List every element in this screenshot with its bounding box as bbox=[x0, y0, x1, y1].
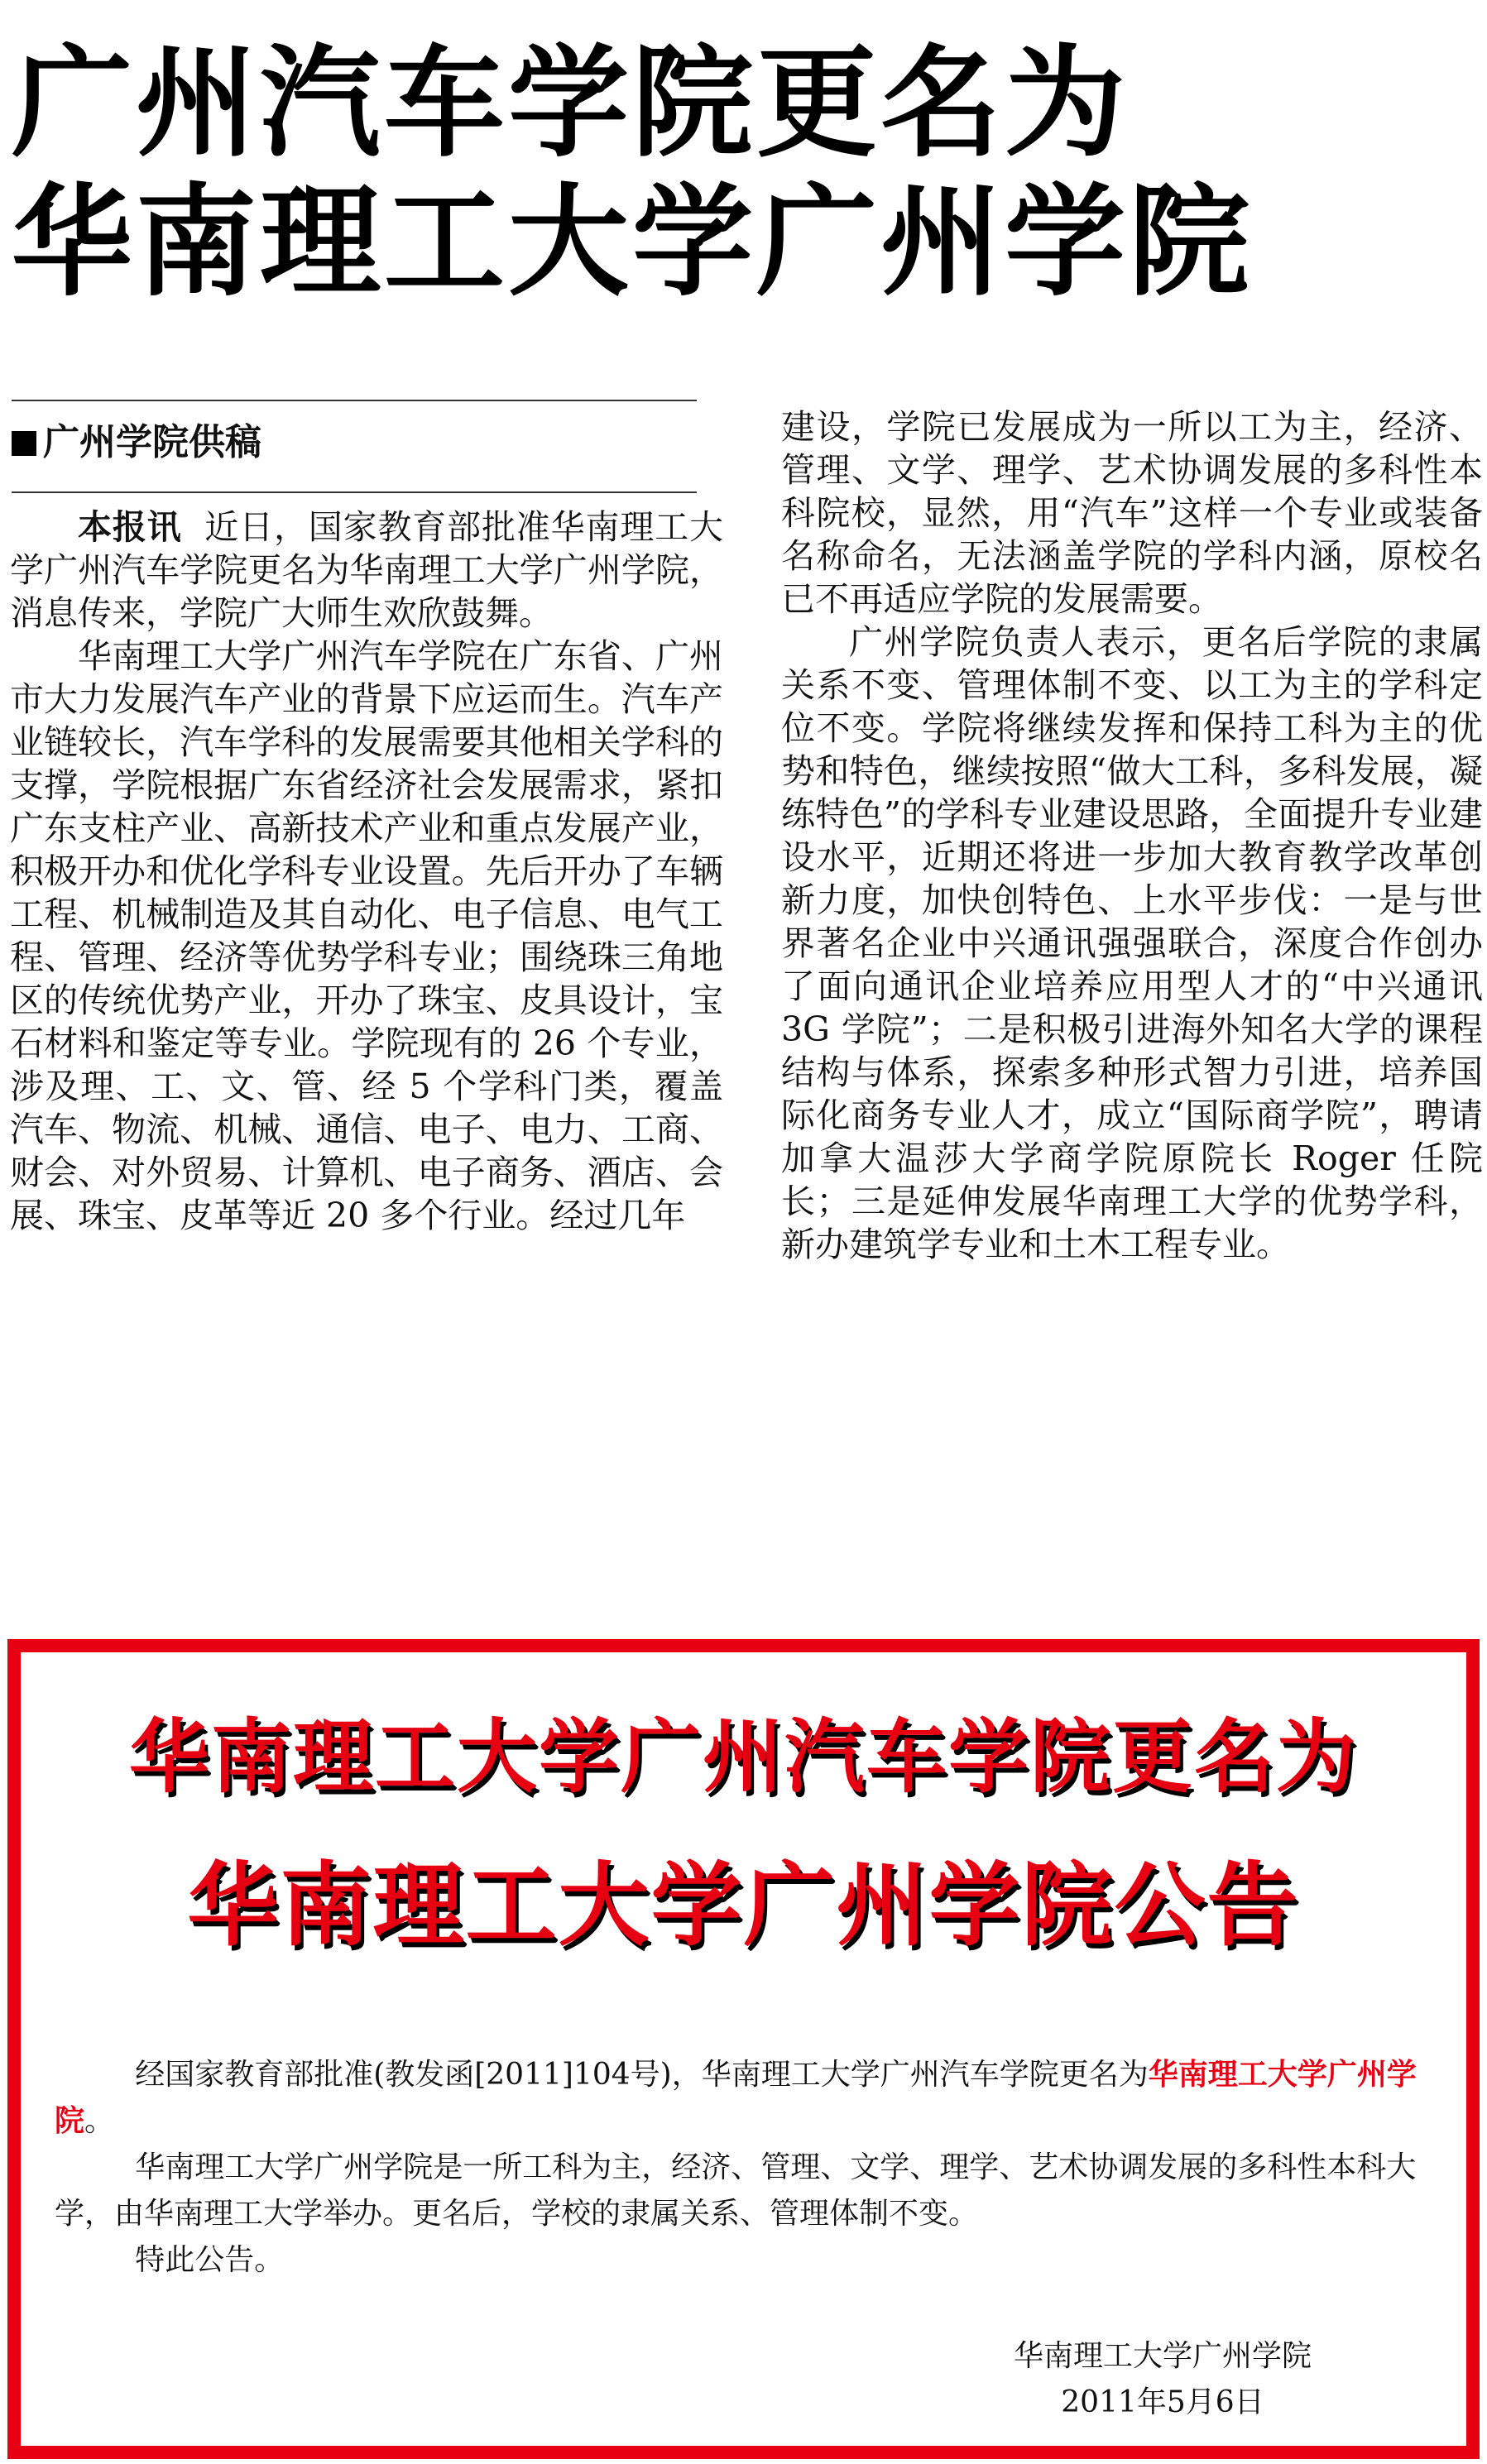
headline-line-2: 华南理工大学广州学院 bbox=[12, 172, 1253, 313]
article-column-right bbox=[781, 405, 1483, 1266]
byline bbox=[12, 418, 697, 467]
announcement-paragraph-3: 特此公告。 bbox=[135, 2243, 285, 2277]
announcement-paragraph-1 bbox=[55, 2052, 1461, 2145]
announcement-title-line-1: 华南理工大学广州汽车学院更名为 bbox=[129, 1710, 1358, 1804]
announcement-box bbox=[7, 1639, 1480, 2459]
new-name-highlight: 华南理工大学广州学院 bbox=[55, 2058, 1417, 2138]
signature-organization: 华南理工大学广州学院 bbox=[1013, 2339, 1312, 2373]
article-paragraph-2: 华南理工大学广州汽车学院在广东省、广州市大力发展汽车产业的背景下应运而生。汽车产业链较长，汽车学科的发展需要其他相关学科的支撑，学院根据广东省经济社会发展需求，紧扣广东支柱产业、高新技术产业和重点发展产业，积极开办和优化学科专业设置。先后开办了车辆工程、机械制造及其自动化、电子信息、电气工程、管理、经济等优势学科专业；围绕珠三角地区的传统优势产业，开办了珠宝、皮具设计，宝石材料和鉴定等专业。学院现有的 26 个专业，涉及理、工、文、管、经 5 个学科门类，覆盖汽车、物流、机械、通信、电子、电力、工商、财会、对外贸易、计算机、电子商务、酒店、会展、珠宝、皮革等近 20 多个行业。经过几年 bbox=[10, 636, 723, 1235]
announcement-paragraph-1-end: 。 bbox=[84, 2104, 115, 2138]
article-paragraph-1 bbox=[10, 506, 723, 635]
announcement-title-line-2: 华南理工大学广州学院公告 bbox=[187, 1853, 1300, 1958]
byline-rule-top bbox=[12, 400, 697, 401]
byline-rule-bottom bbox=[12, 491, 697, 493]
black-square-icon bbox=[12, 431, 36, 456]
article-column-left bbox=[10, 506, 723, 1237]
announcement-paragraph-2: 华南理工大学广州学院是一所工科为主，经济、管理、文学、理学、艺术协调发展的多科性本科大学，由华南理工大学举办。更名后，学校的隶属关系、管理体制不变。 bbox=[55, 2150, 1417, 2231]
headline-line-1: 广州汽车学院更名为 bbox=[12, 33, 1129, 174]
announcement-paragraph-1-text: 经国家教育部批准(教发函[2011]104号)，华南理工大学广州汽车学院更名为 bbox=[135, 2058, 1149, 2092]
article-paragraph-3: 广州学院负责人表示，更名后学院的隶属关系不变、管理体制不变、以工为主的学科定位不变。学院将继续发挥和保持工科为主的优势和特色，继续按照“做大工科，多科发展，凝练特色”的学科专业建设思路，全面提升专业建设水平，近期还将进一步加大教育教学改革创新力度，加快创特色、上水平步伐：一是与世界著名企业中兴通讯强强联合，深度合作创办了面向通讯企业培养应用型人才的“中兴通讯 3G 学院”；二是积极引进海外知名大学的课程结构与体系，探索多种形式智力引进，培养国际化商务专业人才，成立“国际商学院”，聘请加拿大温莎大学商学院原院长 Roger 任院长；三是延伸发展华南理工大学的优势学科，新办建筑学专业和土木工程专业。 bbox=[781, 622, 1483, 1264]
paragraph-1-text: 近日，国家教育部批准华南理工大学广州汽车学院更名为华南理工大学广州学院，消息传来，学院广大师生欢欣鼓舞。 bbox=[10, 507, 723, 633]
lead-label: 本报讯 bbox=[78, 507, 182, 547]
article-paragraph-2-continued: 建设，学院已发展成为一所以工为主，经济、管理、文学、理学、艺术协调发展的多科性本科院校，显然，用“汽车”这样一个专业或装备名称命名，无法涵盖学院的学科内涵，原校名已不再适应学院的发展需要。 bbox=[781, 407, 1483, 619]
byline-text: 广州学院供稿 bbox=[43, 421, 261, 463]
announcement-body bbox=[55, 2052, 1461, 2284]
signature-date: 2011年5月6日 bbox=[1061, 2385, 1264, 2419]
